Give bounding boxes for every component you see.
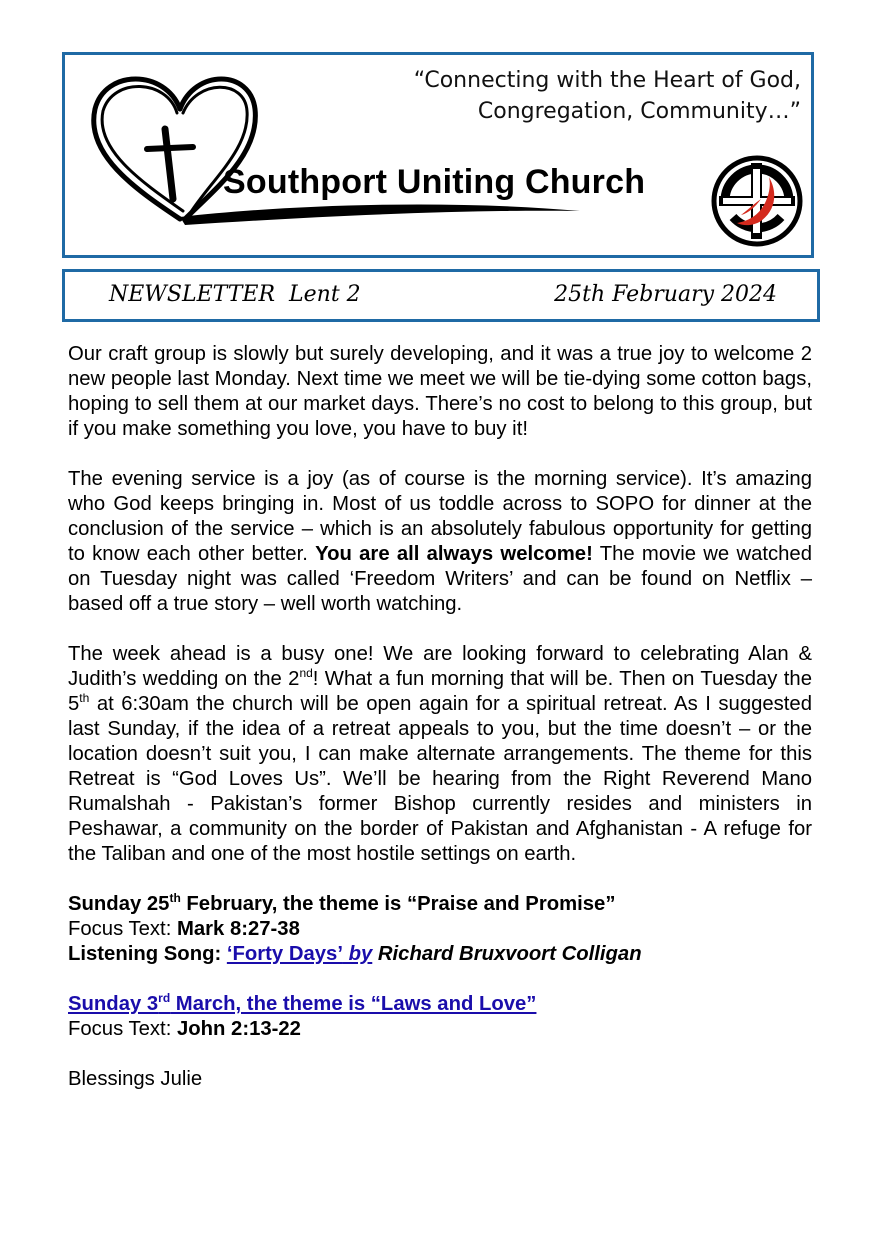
sunday-1-song <box>68 942 812 967</box>
tagline <box>414 65 801 127</box>
song-artist: Richard Bruxvoort Colligan <box>372 943 642 965</box>
song-link[interactable] <box>227 943 372 965</box>
text: Sunday 25 <box>68 893 170 915</box>
superscript: nd <box>299 666 313 681</box>
tagline-line-1: “Connecting with the Heart of God, <box>413 68 801 93</box>
song-link-title: ‘Forty Days’ <box>226 943 343 965</box>
newsletter-date: 25th February 2024 <box>554 282 777 307</box>
text: March, the theme is “Laws and Love” <box>170 993 537 1015</box>
signoff: Blessings Julie <box>68 1068 203 1090</box>
song-label: Listening Song: <box>68 943 227 965</box>
text: ! What a fun morning that will be. Then on Tuesday the 5 <box>68 668 812 715</box>
newsletter-body <box>68 342 812 1092</box>
text: The movie we watched on Tuesday night was called ‘Freedom Writers’ and can be found on Netflix – based off a true story – well worth watching. <box>68 543 812 615</box>
tagline-line-2: Congregation, Community…” <box>477 99 801 124</box>
sunday-1-heading <box>68 892 812 917</box>
text: at 6:30am the church will be open again for a spiritual retreat. As I suggested last Sunday, if the idea of a retreat appeals to you, but the time doesn’t – or the location doesn’t suit you, I can make alternate arrangements. The theme for this Retreat is “God Loves Us”. We’ll be hearing from the Right Reverend Mano Rumalshah - Pakistan’s former Bishop currently resides and ministers in Peshawar, a community on the border of Pakistan and Afghanistan - A refuge for the Taliban and one of the most hostile settings on earth. <box>68 693 812 865</box>
focus-text: Mark 8:27-38 <box>176 918 300 940</box>
text: The evening service is a joy (as of course is the morning service). It’s amazing who God keeps bringing in. Most of us toddle across to SOPO for dinner at the conclusion of the service – which is an absolutely fabulous opportunity for getting to know each other better. <box>68 468 812 565</box>
sunday-2-link[interactable] <box>68 993 536 1015</box>
sunday-2-heading <box>68 992 812 1017</box>
uniting-church-logo-icon <box>711 155 803 247</box>
sunday-2-focus <box>68 1017 812 1042</box>
newsletter-bar <box>62 269 820 322</box>
paragraph-week-ahead <box>68 642 812 867</box>
sunday-1-focus <box>68 917 812 942</box>
superscript: rd <box>158 991 171 1006</box>
focus-label: Focus Text: <box>68 918 177 940</box>
church-name: Southport Uniting Church <box>223 163 646 201</box>
focus-text: John 2:13-22 <box>176 1018 301 1040</box>
focus-label: Focus Text: <box>68 1018 177 1040</box>
header-box <box>62 52 814 258</box>
bold-text: You are all always welcome! <box>315 543 593 565</box>
paragraph-craft-group: Our craft group is slowly but surely developing, and it was a true joy to welcome 2 new people last Monday. Next time we meet we will be tie-dying some cotton bags, hoping to sell them at our market days. There’s no cost to belong to this group, but if you make something you love, you have to buy it! <box>68 343 812 440</box>
text: The week ahead is a busy one! We are looking forward to celebrating Alan & Judith’s wedding on the 2 <box>68 643 812 690</box>
text: February, the theme is “Praise and Promise” <box>180 893 616 915</box>
text: Sunday 3 <box>68 993 159 1015</box>
superscript: th <box>79 691 90 706</box>
paragraph-evening-service <box>68 467 812 617</box>
song-link-by: by <box>342 943 373 965</box>
superscript: th <box>169 891 181 906</box>
newsletter-label: NEWSLETTER Lent 2 <box>109 282 361 307</box>
